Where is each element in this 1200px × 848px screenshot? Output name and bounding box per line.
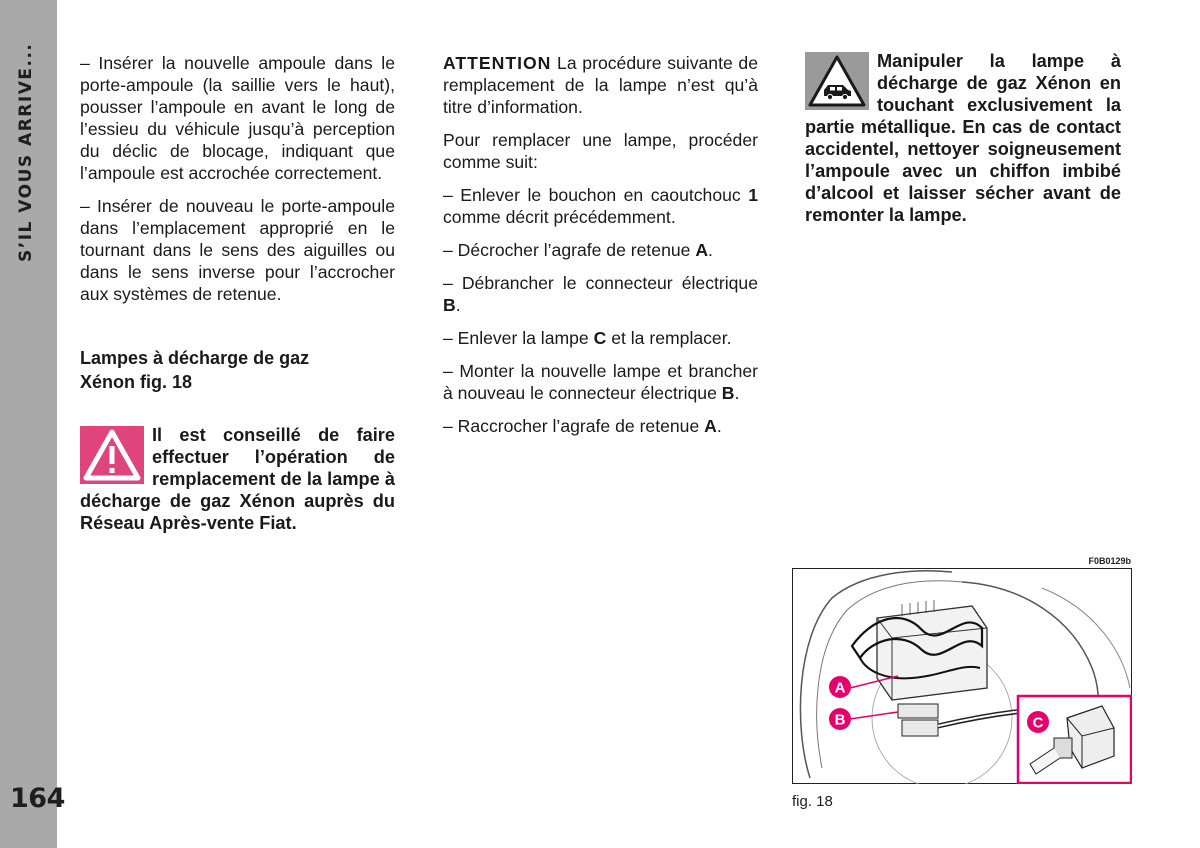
step-4-text: – Enlever la lampe xyxy=(443,328,594,348)
step-1-ref: 1 xyxy=(748,185,758,205)
warning-text: Il est conseillé de faire effectuer l’opération de remplacement de la lampe à décharge de gaz Xénon auprès du Réseau Après-vente Fiat. xyxy=(80,425,395,533)
step-6-text: – Raccrocher l’agrafe de retenue xyxy=(443,416,705,436)
step-3-text: – Débrancher le connecteur électrique xyxy=(443,273,758,293)
column-1 xyxy=(80,52,395,316)
section-title: S’IL VOUS ARRIVE... xyxy=(16,42,36,262)
step-2-text: – Décrocher l’agrafe de retenue xyxy=(443,240,696,260)
environment-caution xyxy=(805,50,1121,226)
figure-code: F0B0129b xyxy=(1088,556,1131,566)
section-heading xyxy=(80,346,395,394)
step-5-period: . xyxy=(734,383,740,403)
heading-line-2: Xénon fig. 18 xyxy=(80,372,193,392)
callout-b-label: B xyxy=(834,711,846,729)
step-5-ref: B xyxy=(721,383,735,403)
step-1-end: comme décrit précédemment. xyxy=(443,207,676,227)
xenon-lamp-figure xyxy=(792,568,1132,784)
step-2 xyxy=(443,239,758,261)
step-4-ref: C xyxy=(593,328,607,348)
paragraph-insert-holder: – Insérer de nouveau le porte-ampoule dans l’emplacement approprié en le tournant dans le sens des aiguilles ou dans le sens inverse pour l’accrocher aux systèmes de retenue. xyxy=(80,196,395,304)
warning-block xyxy=(80,424,395,534)
paragraph-insert-bulb: – Insérer la nouvelle ampoule dans le porte-ampoule (la saillie vers le haut), pousser l’ampoule en avant le long de l’essieu du véhicule jusqu’à perception du déclic de blocage, indiquant que l’ampoule est accrochée correctement. xyxy=(80,53,395,183)
warning-triangle-icon xyxy=(80,426,144,484)
attention-paragraph xyxy=(443,52,758,118)
attention-text: La procédure suivante de remplacement de la lampe n’est qu’à titre d’information. xyxy=(443,53,758,117)
step-4-end: et la remplacer. xyxy=(606,328,732,348)
sidebar-band xyxy=(0,0,65,848)
figure-caption: fig. 18 xyxy=(792,793,833,810)
step-1 xyxy=(443,184,758,228)
step-6 xyxy=(443,415,758,437)
page-number: 164 xyxy=(10,783,65,814)
step-2-ref: A xyxy=(695,240,709,260)
column-2 xyxy=(443,52,758,448)
step-5 xyxy=(443,360,758,404)
step-6-period: . xyxy=(716,416,722,436)
step-3-ref: B xyxy=(443,295,456,315)
caution-text: Manipuler la lampe à décharge de gaz Xénon en touchant exclusivement la partie métallique. En cas de contact accidentel, nettoyer soigneusement l’ampoule avec un chiffon imbibé d’alcool et laisser sécher avant de remonter la lampe. xyxy=(805,51,1121,225)
step-3-period: . xyxy=(455,295,461,315)
step-1-text: – Enlever le bouchon en caoutchouc xyxy=(443,185,749,205)
callout-c-label: C xyxy=(1032,714,1044,732)
step-3 xyxy=(443,272,758,316)
step-4 xyxy=(443,327,758,349)
step-2-period: . xyxy=(708,240,713,260)
step-5-text: – Monter la nouvelle lampe et brancher à nouveau le connecteur électrique xyxy=(443,361,758,403)
attention-label: ATTENTION xyxy=(443,53,552,73)
step-6-ref: A xyxy=(704,416,717,436)
procedure-intro: Pour remplacer une lampe, procéder comme suit: xyxy=(443,130,758,172)
callout-a-label: A xyxy=(834,679,846,697)
heading-line-1: Lampes à décharge de gaz xyxy=(80,348,310,368)
car-warning-icon xyxy=(805,52,869,110)
